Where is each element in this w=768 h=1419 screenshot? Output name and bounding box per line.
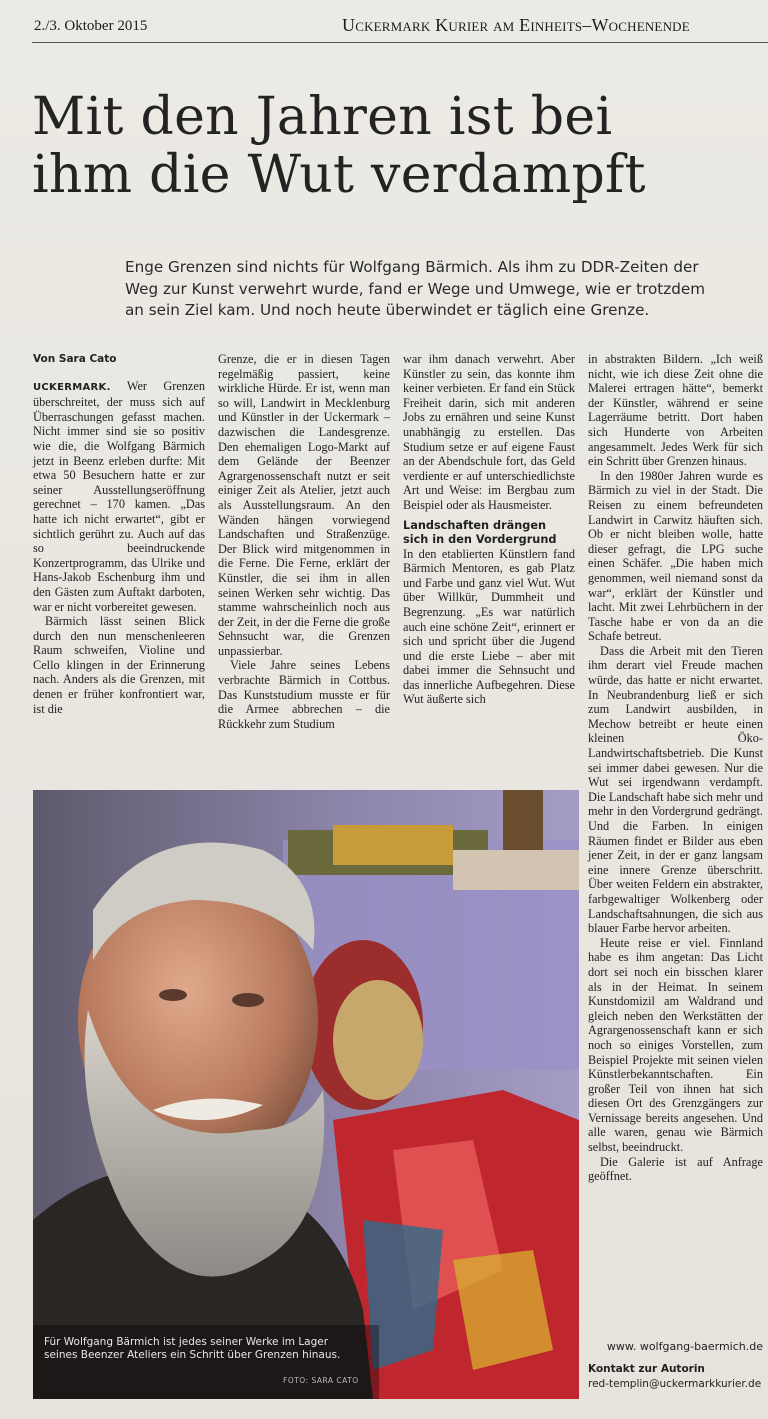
- contact-email-link[interactable]: red-templin@uckermarkkurier.de: [588, 1378, 762, 1390]
- headline: [32, 88, 752, 204]
- photo-illustration: [33, 790, 579, 1399]
- paper-name: Uckermark Kurier am Einheits–Wochenende: [342, 15, 690, 35]
- article-column-1: [33, 352, 205, 716]
- headline-line-2: ihm die Wut verdampft: [32, 145, 646, 205]
- paragraph: Heute reise er viel. Finnland habe es ihm angetan: Das Licht dort sei noch ein bisschen klarer als in der Heimat. In seinem Kunstdomizil am Waldrand und gleich neben den Werkstätten der Agrargenossenschaft kann er sich noch so einiges Vorstellen, zum Beispiel Projekte mit seinen vielen Künstlerbekanntschaften. Ein großer Teil von ihnen hat sich diesen Ort des Grenzgängers zur Vernissage bereits angesehen. Und alle waren, genau wie Bärmich selbst, beeindruckt.: [588, 935, 763, 1155]
- paragraph: in abstrakten Bildern. „Ich weiß nicht, wie ich diese Zeit ohne die Malerei ertragen hätte“, bemerkt der Künstler, während er seine Lagerräume betritt. Dort haben sich Hunderte von Arbeiten angesammelt. Jedes Werk für sich ein Schritt über Grenzen hinaus.: [588, 352, 763, 469]
- issue-date: 2./3. Oktober 2015: [34, 18, 148, 34]
- paragraph-text: Wer Grenzen überschreitet, der muss sich auf Überraschungen gefasst machen. Nicht immer sind sie so positiv wie die, die Wolfgang Bärmich jetzt in Beenz erleben durfte: Mit etwa 50 Besuchern hatte er zur seiner Ausstellungseröffnung gerechnet – 170 kamen. „Das hatte ich nicht erwartet“, gibt er sichtlich gerührt zu. Auch auf das so beeindruckende Konzertprogramm, das Ulrike und Hans-Jakob Eschenburg ihm und den Gästen zum Auftakt darboten, war er nicht vorbereitet gewesen.: [33, 378, 205, 614]
- subheading: Landschaften drängen sich in den Vordergrund: [403, 518, 557, 546]
- photo-caption: Für Wolfgang Bärmich ist jedes seiner Werke im Lager seines Beenzer Ateliers ein Schritt über Grenzen hinaus.: [44, 1336, 341, 1361]
- photo-credit: FOTO: SARA CATO: [283, 1376, 359, 1385]
- lead-paragraph: Enge Grenzen sind nichts für Wolfgang Bärmich. Als ihm zu DDR-Zeiten der Weg zur Kunst verwehrt wurde, fand er Wege und Umwege, wie er trotzdem an sein Ziel kam. Und noch heute überwindet er täglich eine Grenze.: [125, 258, 705, 319]
- byline: Von Sara Cato: [33, 353, 117, 365]
- paragraph: In den etablierten Künstlern fand Bärmich Mentoren, es gab Platz und Farbe und ganz viel Wut. Wut über Willkür, Dummheit und Begrenzung. „Es war natürlich auch eine schöne Zeit“, erinnert er sich und spricht über die Jugend und die erste Liebe – aber mit dabei immer die Sehnsucht und das innerliche Aufbegehren. Diese Wut äußerte sich: [403, 546, 575, 707]
- paragraph: Viele Jahre seines Lebens verbrachte Bärmich in Cottbus. Das Kunststudium musste er für die Armee abbrechen – die Rückkehr zum Studium: [218, 658, 390, 731]
- paragraph: Dass die Arbeit mit den Tieren ihm derart viel Freude machen würde, das hatte er nicht erwartet. In Neubrandenburg ließ er sich zum Landwirt ausbilden, in Mechow betreibt er heute einen kleinen Öko-Landwirtschaftsbetrieb. Die Kunst sei immer dabei gewesen. Nur die Wut sei irgendwann verdampft. Die Landschaft habe sich mehr und mehr in den Vordergrund gedrängt. Und die Farben. In einigen Räumen findet er Bilder aus eben jener Zeit, in der er ganz langsam eine innere Grenze überschritt. Über weiten Feldern ein abstrakter, farbgewaltiger Wolkenberg oder Landschaftsahnungen, die sich aus blauer Farbe hervor arbeiten.: [588, 643, 763, 936]
- paragraph: [33, 379, 205, 615]
- paragraph: war ihm danach verwehrt. Aber Künstler zu sein, das konnte ihm keiner verbieten. Er fand ein Stück Freiheit darin, sich mit anderen Jobs zu ernähren und seine Kunst unabhängig zu erstellen. Das Studium setze er auf eigene Faust an der Abendschule fort, das Geld verdiente er auf unterschiedlichste Art und Weise: im Bergbau zum Beispiel oder als Hausmeister.: [403, 352, 575, 512]
- contact-label: Kontakt zur Autorin: [588, 1363, 705, 1375]
- article-column-2: [218, 352, 390, 731]
- dateline: UCKERMARK.: [33, 381, 111, 393]
- article-photo: [33, 790, 579, 1399]
- headline-line-1: Mit den Jahren ist bei: [32, 87, 613, 147]
- author-contact: [588, 1362, 763, 1392]
- article-column-3: [403, 352, 575, 707]
- page-header: [32, 12, 768, 43]
- paragraph: Die Galerie ist auf Anfrage geöffnet.: [588, 1154, 763, 1184]
- artist-website-link[interactable]: www. wolfgang-baermich.de: [606, 1340, 763, 1353]
- paragraph: In den 1980er Jahren wurde es Bärmich zu viel in der Stadt. Die Reisen zu einem befreundeten Landwirt in Carwitz häuften sich. Ob er nicht bleiben wolle, hatte dieser gefragt, die LPG suche einen Schäfer. „Die haben mich genommen, weil niemand sonst da war“, erklärt der Künstler und lacht. Mit zwei Lehrbüchern in der Tasche habe er von da an die Schafe betreut.: [588, 468, 763, 644]
- article-column-4: [588, 352, 763, 1184]
- paragraph: Bärmich lässt seinen Blick durch den nun menschenleeren Raum schweifen, Violine und Cello klingen in der Erinnerung nach. Anders als die Grenzen, mit denen er früher konfrontiert war, ist die: [33, 614, 205, 716]
- paragraph: Grenze, die er in diesen Tagen regelmäßig passiert, keine wirkliche Hürde. Er ist, wenn man so will, Landwirt in Mecklenburg und Künstler in der Uckermark – dazwischen die Landesgrenze. Den ehemaligen Logo-Markt auf dem Gelände der Beenzer Agrargenossenschaft nutzt er seit einiger Zeit als Atelier, jetzt auch als Ausstellungsraum. An den Wänden hängen vorwiegend Landschaften und Straßenzüge. Der Blick wird mitgenommen in die Ferne. Die Ferne, erklärt der Künstler, die sei ihm in allen seinen Werken sehr wichtig. Das stamme wahrscheinlich noch aus der Zeit, in der die Ferne die große Sehnsucht war, die Grenzen unpassierbar.: [218, 352, 390, 658]
